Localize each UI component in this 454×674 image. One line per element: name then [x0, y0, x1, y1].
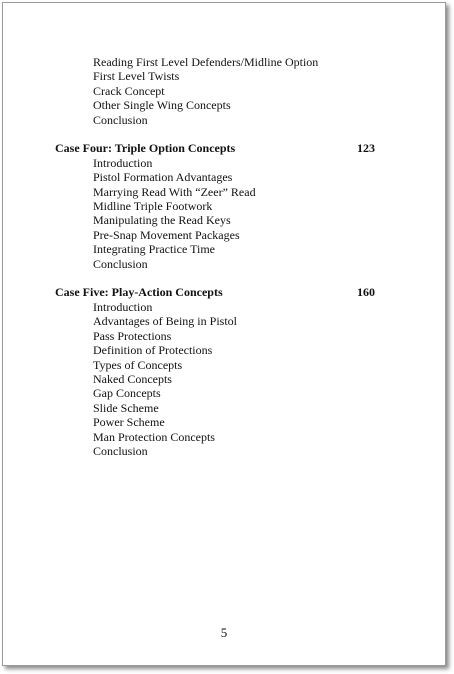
toc-entry: Types of Concepts [93, 357, 183, 372]
top-entries [55, 55, 385, 127]
section-case-five [55, 285, 385, 458]
toc-entry: Slide Scheme [93, 400, 159, 415]
toc-entry: Conclusion [93, 112, 148, 127]
table-of-contents [55, 55, 385, 458]
toc-entry: Introduction [93, 299, 153, 314]
toc-entry: Man Protection Concepts [93, 429, 215, 444]
toc-entry: Marrying Read With “Zeer” Read [93, 184, 256, 199]
toc-entry: Pre-Snap Movement Packages [93, 227, 240, 242]
section-page-number: 123 [357, 141, 375, 156]
section-case-four [55, 141, 385, 271]
toc-entry: Definition of Protections [93, 343, 213, 358]
toc-entry: Power Scheme [93, 415, 165, 430]
toc-entry: Advantages of Being in Pistol [93, 314, 237, 329]
toc-entry: Other Single Wing Concepts [93, 98, 231, 113]
toc-entry: Integrating Practice Time [93, 242, 215, 257]
toc-entry: Conclusion [93, 256, 148, 271]
toc-entry: Manipulating the Read Keys [93, 213, 231, 228]
toc-entry: Reading First Level Defenders/Midline Option [93, 55, 319, 69]
section-title: Case Five: Play-Action Concepts [55, 285, 223, 300]
toc-entry: Crack Concept [93, 83, 165, 98]
toc-entry: First Level Twists [93, 69, 180, 84]
toc-entry: Pass Protections [93, 328, 172, 343]
section-heading [55, 141, 375, 155]
toc-entry: Pistol Formation Advantages [93, 170, 233, 185]
section-title: Case Four: Triple Option Concepts [55, 141, 236, 156]
toc-entry: Naked Concepts [93, 371, 172, 386]
toc-entry: Conclusion [93, 443, 148, 458]
section-page-number: 160 [357, 285, 375, 300]
section-heading [55, 285, 375, 299]
toc-entry: Midline Triple Footwork [93, 199, 213, 214]
toc-entry: Introduction [93, 155, 153, 170]
document-page [2, 2, 446, 666]
toc-entry: Gap Concepts [93, 386, 161, 401]
page-number: 5 [220, 625, 228, 640]
